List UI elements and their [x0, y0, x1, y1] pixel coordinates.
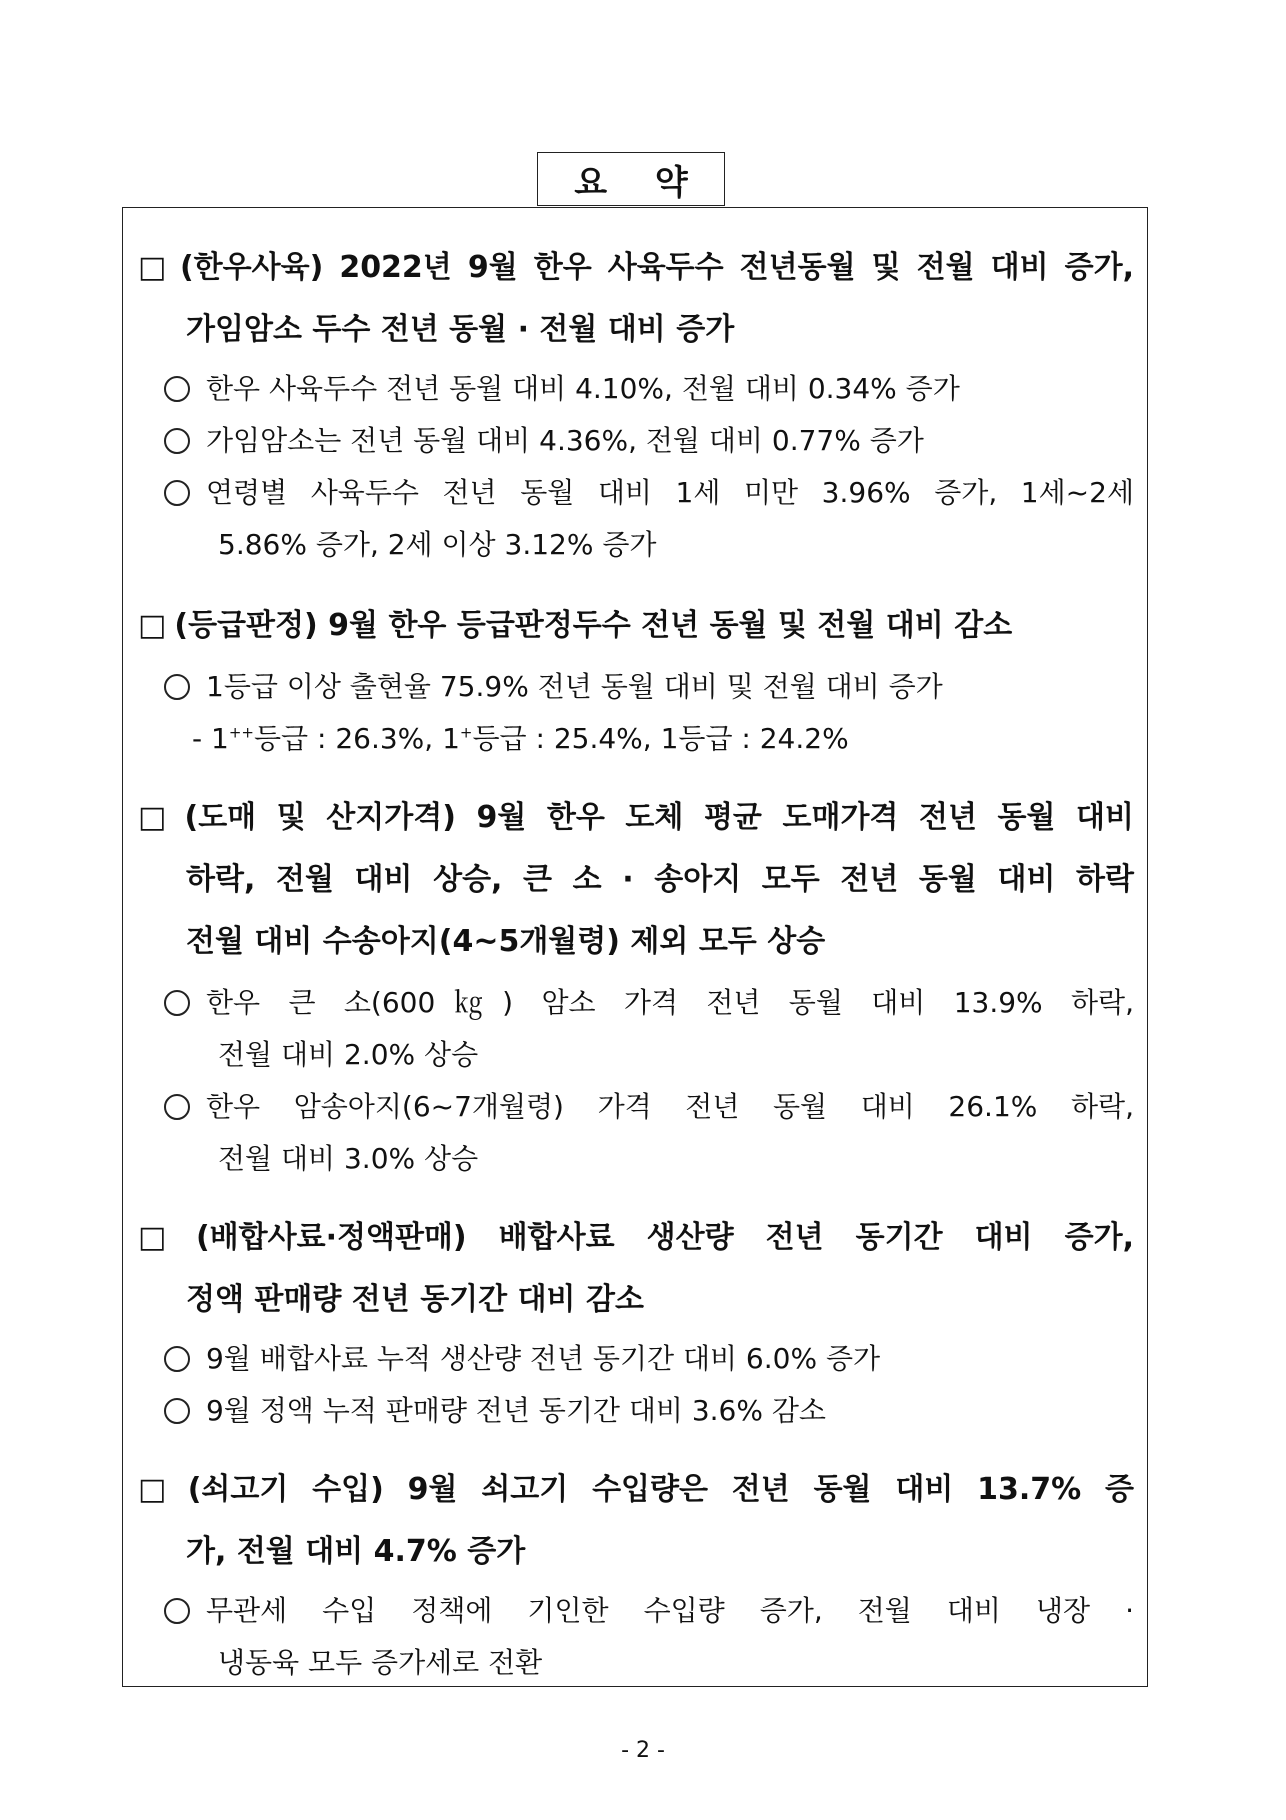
circle-bullet-icon [164, 1094, 190, 1120]
summary-title: 요 약 [537, 152, 725, 206]
circle-bullet-icon [164, 1346, 190, 1372]
section-5-heading-line-2: 가, 전월 대비 4.7% 증가 [186, 1534, 526, 1569]
circle-bullet-icon [164, 1398, 190, 1424]
grade-breakdown: - 1++등급 : 26.3%, 1+등급 : 25.4%, 1등급 : 24.2% [192, 722, 849, 755]
section-3-bullet-1-cont: 전월 대비 2.0% 상승 [218, 1038, 479, 1071]
section-1-bullet-3-cont: 5.86% 증가, 2세 이상 3.12% 증가 [218, 528, 657, 561]
section-3-bullet-2: 한우 암송아지(6~7개월령) 가격 전년 동월 대비 26.1% 하락, [164, 1088, 1134, 1126]
section-3-heading-line-1: □ (도매 및 산지가격) 9월 한우 도체 평균 도매가격 전년 동월 대비 [138, 800, 1134, 835]
circle-bullet-icon [164, 376, 190, 402]
section-3-heading-line-2: 하락, 전월 대비 상승, 큰 소 · 송아지 모두 전년 동월 대비 하락 [186, 862, 1134, 897]
circle-bullet-icon [164, 674, 190, 700]
circle-bullet-icon [164, 990, 190, 1016]
section-4-heading-line-2: 정액 판매량 전년 동기간 대비 감소 [186, 1282, 644, 1317]
circle-bullet-icon [164, 428, 190, 454]
section-2-heading-line-1: □ (등급판정) 9월 한우 등급판정두수 전년 동월 및 전월 대비 감소 [138, 608, 1013, 643]
section-1-heading-line-2: 가임암소 두수 전년 동월 · 전월 대비 증가 [186, 312, 735, 347]
section-4-heading-line-1: □ (배합사료·정액판매) 배합사료 생산량 전년 동기간 대비 증가, [138, 1220, 1134, 1255]
section-1-bullet-2: 가임암소는 전년 동월 대비 4.36%, 전월 대비 0.77% 증가 [164, 422, 924, 460]
circle-bullet-icon [164, 480, 190, 506]
section-2-bullet-1: 1등급 이상 출현율 75.9% 전년 동월 대비 및 전월 대비 증가 [164, 668, 943, 706]
circle-bullet-icon [164, 1598, 190, 1624]
section-1-bullet-1: 한우 사육두수 전년 동월 대비 4.10%, 전월 대비 0.34% 증가 [164, 370, 960, 408]
section-5-bullet-1-cont: 냉동육 모두 증가세로 전환 [218, 1646, 543, 1679]
section-3-bullet-2-cont: 전월 대비 3.0% 상승 [218, 1142, 479, 1175]
section-5-bullet-1: 무관세 수입 정책에 기인한 수입량 증가, 전월 대비 냉장 · [164, 1592, 1134, 1630]
section-1-heading-line-1: □ (한우사육) 2022년 9월 한우 사육두수 전년동월 및 전월 대비 증가, [138, 250, 1134, 285]
section-4-bullet-1: 9월 배합사료 누적 생산량 전년 동기간 대비 6.0% 증가 [164, 1340, 880, 1378]
page-number: - 2 - [621, 1738, 665, 1763]
section-4-bullet-2: 9월 정액 누적 판매량 전년 동기간 대비 3.6% 감소 [164, 1392, 826, 1430]
section-1-bullet-3: 연령별 사육두수 전년 동월 대비 1세 미만 3.96% 증가, 1세~2세 [164, 474, 1134, 512]
section-3-heading-line-3: 전월 대비 수송아지(4~5개월령) 제외 모두 상승 [186, 924, 826, 959]
section-3-bullet-1: 한우 큰 소(600㎏) 암소 가격 전년 동월 대비 13.9% 하락, [164, 984, 1134, 1022]
section-5-heading-line-1: □ (쇠고기 수입) 9월 쇠고기 수입량은 전년 동월 대비 13.7% 증 [138, 1472, 1134, 1507]
